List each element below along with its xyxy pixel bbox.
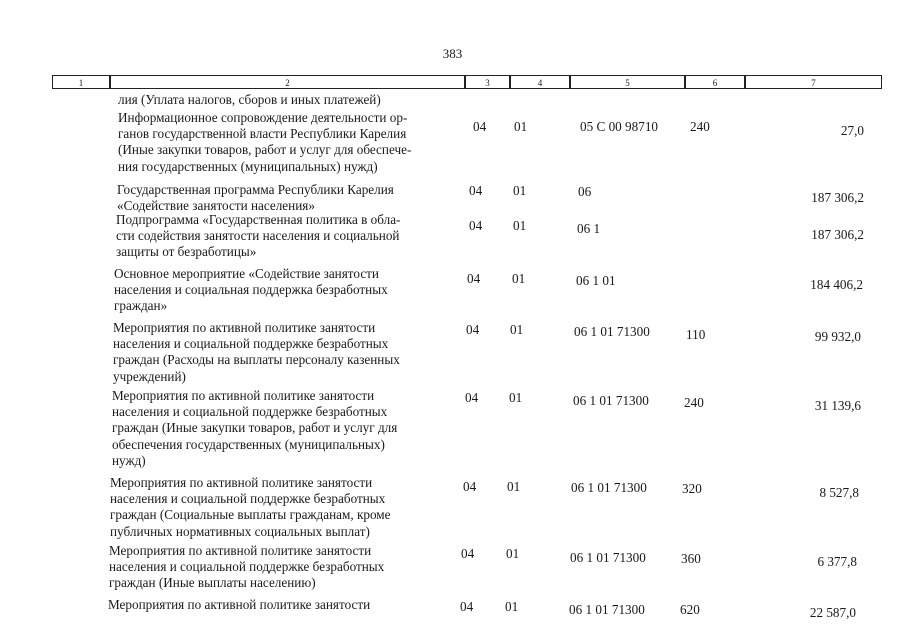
row-subsection: 01 — [510, 322, 524, 337]
header-col-5: 5 — [570, 75, 685, 89]
row-target-code: 06 1 01 71300 — [570, 550, 646, 565]
header-col-3: 3 — [465, 75, 510, 89]
row-amount: 27,0 — [840, 123, 864, 138]
row-section: 04 — [463, 479, 477, 494]
row-subsection: 01 — [505, 599, 519, 614]
page-number: 383 — [442, 46, 463, 61]
row-subsection: 01 — [509, 390, 523, 405]
row-target-code: 06 1 01 71300 — [574, 324, 650, 339]
row-expense-type: 240 — [684, 395, 704, 410]
row-section: 04 — [467, 271, 481, 286]
row-section: 04 — [469, 218, 483, 233]
row-expense-type: 360 — [681, 551, 701, 566]
header-col-1: 1 — [52, 75, 110, 89]
row-subsection: 01 — [507, 479, 521, 494]
row-target-code: 06 — [578, 184, 592, 199]
row-name: Мероприятия по активной политике занятости населения и социальной поддержке безработных граждан (Социальные выплаты гражданам, кроме публичных нормативных социальных выплат) — [110, 475, 391, 539]
row-name: Мероприятия по активной политике занятости населения и социальной поддержке безработных граждан (Иные закупки товаров, работ и услуг для обеспечения государственных (муниципальных) нужд) — [112, 388, 398, 468]
row-expense-type: 620 — [680, 602, 700, 617]
row-amount: 187 306,2 — [811, 227, 864, 242]
row-target-code: 06 1 — [577, 221, 601, 236]
row-target-code: 06 1 01 71300 — [571, 480, 647, 495]
row-subsection: 01 — [512, 271, 526, 286]
row-amount: 31 139,6 — [814, 398, 861, 413]
row-section: 04 — [461, 546, 475, 561]
row-target-code: 05 С 00 98710 — [580, 119, 659, 134]
header-col-4: 4 — [510, 75, 570, 89]
header-col-6: 6 — [685, 75, 745, 89]
row-section: 04 — [460, 599, 474, 614]
row-subsection: 01 — [513, 218, 527, 233]
row-amount: 184 406,2 — [810, 277, 863, 292]
row-section: 04 — [473, 119, 487, 134]
row-expense-type: 110 — [686, 327, 706, 342]
row-name: Мероприятия по активной политике занятости — [108, 597, 371, 612]
row-amount: 99 932,0 — [814, 329, 861, 344]
row-name: Основное мероприятие «Содействие занятости населения и социальная поддержка безработных граждан» — [114, 266, 388, 314]
row-name: Информационное сопровождение деятельности ор- ганов государственной власти Республики Карелия (Иные закупки товаров, работ и услуг для обеспече- ния государственных (муниципальных) нужд) — [118, 110, 412, 174]
row-target-code: 06 1 01 71300 — [569, 602, 645, 617]
row-name: Государственная программа Республики Карелия «Содействие занятости населения» — [117, 182, 394, 214]
row-subsection: 01 — [514, 119, 528, 134]
row-expense-type: 240 — [690, 119, 710, 134]
row-subsection: 01 — [513, 183, 527, 198]
row-section: 04 — [469, 183, 483, 198]
row-name: Подпрограмма «Государственная политика в обла- сти содействия занятости населения и социальной защиты от безработицы» — [116, 212, 401, 260]
row-section: 04 — [465, 390, 479, 405]
header-col-7: 7 — [745, 75, 882, 89]
row-amount: 22 587,0 — [809, 605, 856, 620]
row-name: Мероприятия по активной политике занятости населения и социальной поддержке безработных граждан (Иные выплаты населению) — [109, 543, 385, 591]
row-amount: 6 377,8 — [817, 554, 857, 569]
row-target-code: 06 1 01 71300 — [573, 393, 649, 408]
row-subsection: 01 — [506, 546, 520, 561]
row-name: Мероприятия по активной политике занятости населения и социальной поддержке безработных граждан (Расходы на выплаты персоналу казенных учреждений) — [113, 320, 400, 384]
row-target-code: 06 1 01 — [576, 273, 616, 288]
row-section: 04 — [466, 322, 480, 337]
row-amount: 187 306,2 — [811, 190, 864, 205]
row-amount: 8 527,8 — [819, 485, 859, 500]
row-name: лия (Уплата налогов, сборов и иных платежей) — [118, 92, 381, 107]
row-expense-type: 320 — [682, 481, 702, 496]
header-col-2: 2 — [110, 75, 465, 89]
